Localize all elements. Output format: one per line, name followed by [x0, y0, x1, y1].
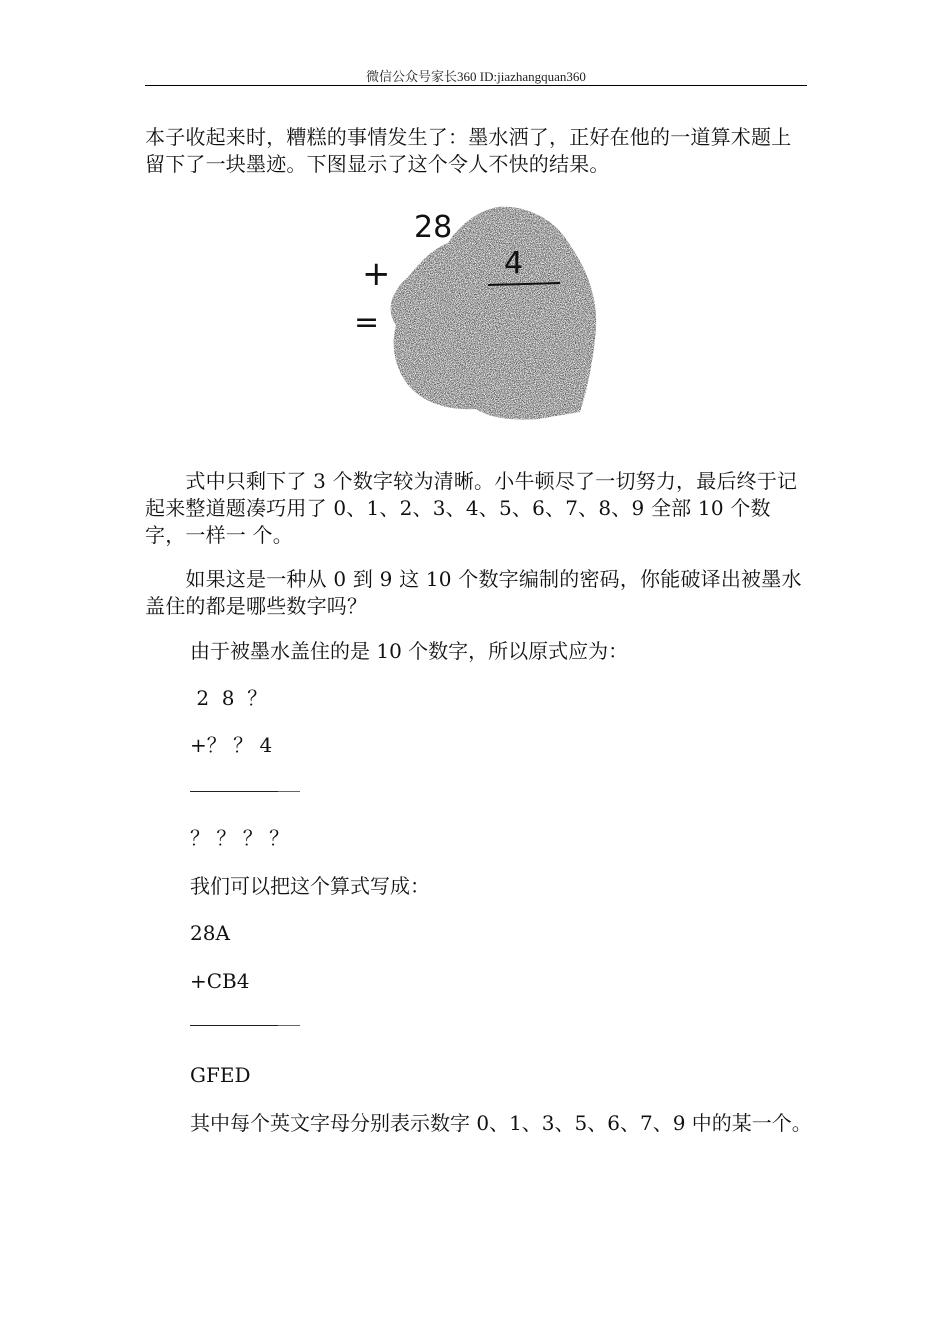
page-header: 微信公众号家长360 ID:jiazhangquan360 [366, 69, 586, 84]
plus-sign: + [362, 254, 391, 294]
equation1-result: ？ ？ ？ ？ [190, 826, 290, 850]
ink-blot-svg [348, 197, 602, 423]
equation1-row1: 2 8 ？ [190, 686, 268, 710]
equation2-divider [190, 1025, 300, 1026]
letter-meaning-paragraph: 其中每个英文字母分别表示数字 0、1、3、5、6、7、9 中的某一个。 [190, 1111, 812, 1135]
right-digit: 4 [504, 246, 524, 281]
top-digits: 28 [414, 210, 453, 245]
equation2-row2: +CB4 [190, 969, 250, 993]
question-paragraph: 如果这是一种从 0 到 9 这 10 个数字编制的密码，你能破译出被墨水盖住的都是哪些数字吗？ [145, 567, 802, 618]
equals-sign: = [354, 305, 380, 340]
header-divider [145, 85, 807, 86]
letter-equation-intro: 我们可以把这个算式写成： [190, 874, 430, 898]
intro-paragraph: 本子收起来时，糟糕的事情发生了：墨水洒了，正好在他的一道算术题上留下了一块墨迹。下图显示了这个令人不快的结果。 [145, 125, 792, 176]
equation1-row2: +？ ？ 4 [190, 733, 273, 757]
equation2-result: GFED [190, 1063, 251, 1087]
clue-paragraph: 式中只剩下了 3 个数字较为清晰。小牛顿尽了一切努力，最后终于记起来整道题凑巧用了 0、1、2、3、4、5、6、7、8、9 全部 10 个数字，一样一 个。 [145, 469, 798, 547]
equation2-row1: 28A [190, 921, 230, 945]
ink-blot-figure [348, 197, 602, 423]
original-equation-intro: 由于被墨水盖住的是 10 个数字，所以原式应为： [190, 639, 629, 663]
equation1-divider [190, 791, 300, 792]
